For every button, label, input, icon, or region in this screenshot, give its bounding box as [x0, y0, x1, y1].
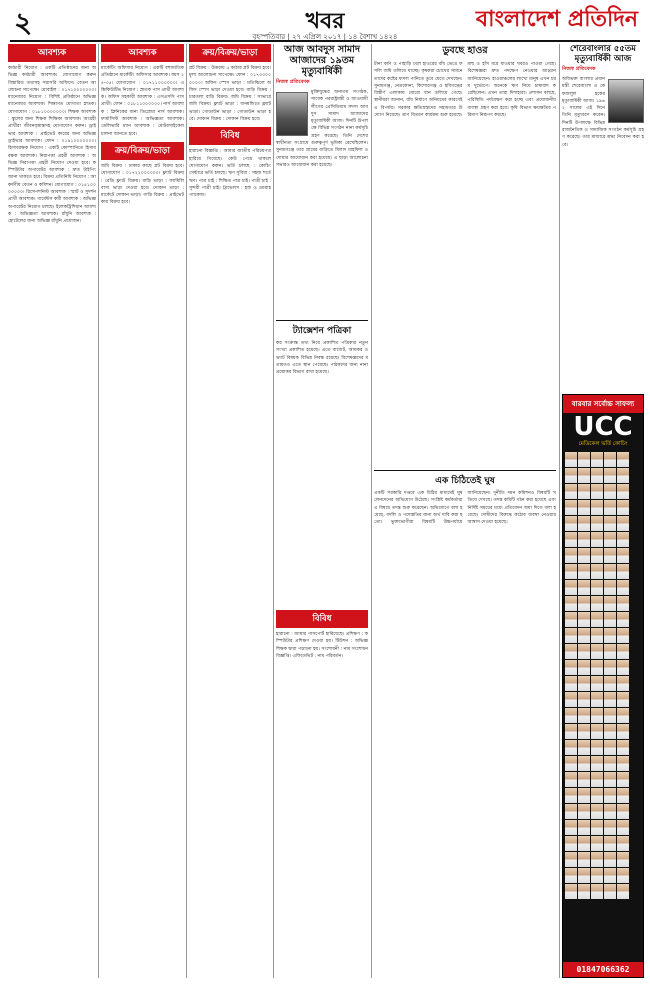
column-divider	[273, 44, 274, 978]
student-photo	[578, 484, 590, 499]
student-photo	[578, 580, 590, 595]
student-photo	[604, 820, 616, 835]
student-photo	[604, 644, 616, 659]
student-photo	[578, 884, 590, 899]
student-photo	[565, 820, 577, 835]
masthead-rule	[10, 40, 640, 42]
student-photo	[591, 804, 603, 819]
student-photo	[565, 500, 577, 515]
student-photo	[604, 548, 616, 563]
student-photo	[604, 564, 616, 579]
story-byline: নিজস্ব প্রতিবেদক	[276, 79, 310, 85]
student-photo	[565, 708, 577, 723]
student-photo	[604, 884, 616, 899]
student-photo	[591, 676, 603, 691]
student-photo	[617, 820, 629, 835]
student-photo	[578, 740, 590, 755]
classified-heading: আবশ্যক	[101, 44, 184, 62]
student-photo	[591, 484, 603, 499]
student-photo	[591, 564, 603, 579]
student-photo	[617, 596, 629, 611]
student-photo	[617, 612, 629, 627]
student-photo	[591, 820, 603, 835]
student-photo	[565, 660, 577, 675]
student-photo	[578, 564, 590, 579]
column-divider	[371, 44, 372, 978]
student-photo	[565, 644, 577, 659]
student-photo	[617, 580, 629, 595]
student-photo	[578, 676, 590, 691]
advert-phone-box	[563, 962, 643, 977]
student-photo-grid	[563, 452, 643, 899]
advert-tagline: বারবার সর্বোচ্চ সাফল্য	[563, 395, 643, 413]
student-photo	[604, 468, 616, 483]
student-photo	[591, 516, 603, 531]
student-photo	[565, 724, 577, 739]
student-photo	[604, 596, 616, 611]
student-photo	[604, 452, 616, 467]
student-photo	[604, 484, 616, 499]
student-photo	[565, 884, 577, 899]
story-sher-e-bangla	[562, 44, 644, 389]
student-photo	[604, 788, 616, 803]
classified-text: কর্মচারী নিয়োগ : একটি প্রতিষ্ঠানের জন্য অভিজ্ঞ কর্মচারী আবশ্যক। যোগাযোগ করুন বিস্তারিত তথ্যসহ সরাসরি অফিসে। বেতন আলোচনা সাপেক্ষে। মোবাইল : ০১৭১০০০০০০০। ম্যানেজার নিয়োগ : বিশিষ্ট প্রতিষ্ঠানে অভিজ্ঞ ম্যানেজার আবশ্যক। শিক্ষাগত যোগ্যতা স্নাতক। যোগাযোগ : ০১৮১০০০০০০০। শিক্ষক আবশ্যক : স্কুলের জন্য শিক্ষক শিক্ষিকা আবশ্যক। আগ্রহী প্রার্থীরা জীবনবৃত্তান্তসহ যোগাযোগ করুন। ড্রাইভার আবশ্যক : প্রাইভেট কারের জন্য অভিজ্ঞ ড্রাইভার আবশ্যক। ফোন : ০১৯১০০০০০০০। হিসাবরক্ষক নিয়োগ : একটি কোম্পানিতে হিসাবরক্ষক আবশ্যক। নিরাপত্তা প্রহরী আবশ্যক : অভিজ্ঞ নিরাপত্তা প্রহরী নিয়োগ দেওয়া হবে। কম্পিউটার অপারেটর আবশ্যক : দ্রুত টাইপিং জানা থাকতে হবে। বিক্রয় প্রতিনিধি নিয়োগ : আকর্ষণীয় বেতন ও কমিশন। যোগাযোগ : ০১৫১০০০০০০০। রিসেপশনিস্ট আবশ্যক : স্মার্ট ও সুদর্শন প্রার্থী আবশ্যক। গার্মেন্টস কর্মী আবশ্যক : অভিজ্ঞ অপারেটর নিয়োগ চলছে। ইলেকট্রিশিয়ান আবশ্যক : অভিজ্ঞতা আবশ্যক। রাঁধুনি আবশ্যক : হোটেলের জন্য অভিজ্ঞ রাঁধুনি প্রয়োজন।	[8, 66, 96, 225]
classified-text: প্লট বিক্রয় : উত্তরায় ৫ কাঠার প্লট বিক্রয় হবে। মূল্য আলোচনা সাপেক্ষে। ফোন : ০১৭৩৩০০০০০০। অফিস স্পেস ভাড়া : মতিঝিলে অফিস স্পেস ভাড়া দেওয়া হবে। বাড়ি বিক্রয় : চারতলা বাড়ি বিক্রয়। জমি বিক্রয় : সাভারে জমি বিক্রয়। ফ্ল্যাট ভাড়া : ধানমন্ডিতে ফ্ল্যাট ভাড়া। গোডাউন ভাড়া : গোডাউন ভাড়া হবে। দোকান বিক্রয় : দোকান বিক্রয় হবে।	[189, 66, 271, 123]
story-byline: নিজস্ব প্রতিবেদক	[562, 66, 596, 72]
student-photo	[578, 516, 590, 531]
student-photo	[617, 484, 629, 499]
student-photo	[578, 852, 590, 867]
student-photo	[565, 628, 577, 643]
page-number: ২	[14, 6, 33, 39]
student-photo	[604, 676, 616, 691]
story-body: মুক্তিযুদ্ধের অন্যতম সংগঠক, সাবেক পররাষ্ট্রমন্ত্রী ও আওয়ামী লীগের প্রেসিডিয়াম সদস্য আবদুস সামাদ আজাদের মৃত্যুবার্ষিকী আজ। দিনটি উপলক্ষে বিভিন্ন সংগঠন নানা কর্মসূচি গ্রহণ করেছে। তিনি দেশের স্বাধীনতা সংগ্রামে গুরুত্বপূর্ণ ভূমিকা রেখেছিলেন। সুনামগঞ্জে তার গ্রামের বাড়িতে মিলাদ মাহফিল ও দোয়ার আয়োজন করা হয়েছে। এ ছাড়া আলোচনা সভারও আয়োজন করা হয়েছে।	[276, 90, 368, 168]
student-photo	[565, 564, 577, 579]
student-photo	[617, 884, 629, 899]
student-photo	[617, 708, 629, 723]
story-bribe	[374, 470, 556, 978]
student-photo	[591, 788, 603, 803]
student-photo	[591, 644, 603, 659]
student-photo	[604, 708, 616, 723]
student-photo	[617, 724, 629, 739]
student-photo	[591, 868, 603, 883]
story-headline[interactable]: আজ আবদুস সামাদ আজাদের ১৯তম মৃত্যুবার্ষিকী	[284, 44, 360, 77]
advert-phone: 01847066362	[576, 965, 630, 974]
student-photo	[591, 756, 603, 771]
student-photo	[578, 708, 590, 723]
student-photo	[565, 740, 577, 755]
student-photo	[578, 724, 590, 739]
story-body: একটি সরকারি দপ্তরে এক চিঠির মাধ্যমেই ঘুষ লেনদেনের অভিযোগ উঠেছে। সংশ্লিষ্ট কর্মকর্তারা এ বিষয়ে তদন্ত শুরু করেছেন। অভিযোগে বলা হয়েছে, বদলি ও পদোন্নতির জন্য অর্থ দাবি করা হতো। ভুক্তভোগীরা বিষয়টি উচ্চপর্যায়ে জানিয়েছেন। দুর্নীতি দমন কমিশনও বিষয়টি খতিয়ে দেখছে। তদন্ত কমিটি গঠন করা হয়েছে এবং নির্দিষ্ট সময়ের মধ্যে প্রতিবেদন জমা দিতে বলা হয়েছে। দোষীদের বিরুদ্ধে কঠোর ব্যবস্থা নেওয়ার আশ্বাস দেওয়া হয়েছে।	[374, 491, 556, 526]
student-photo	[578, 772, 590, 787]
student-photo	[604, 772, 616, 787]
column-divider	[98, 44, 99, 978]
advert-brand: UCC	[573, 412, 633, 442]
student-photo	[591, 612, 603, 627]
story-body: কর সংক্রান্ত তথ্য নিয়ে প্রকাশিত পত্রিকার নতুন সংখ্যা প্রকাশিত হয়েছে। এতে বাজেট, আয়কর ও ভ্যাট বিষয়ক বিভিন্ন নিবন্ধ রয়েছে। বিশেষজ্ঞদের মতামতও এতে স্থান পেয়েছে। পাঠকদের জন্য নানা প্রশ্নোত্তর বিভাগ রাখা হয়েছে।	[276, 341, 368, 376]
student-photo	[565, 548, 577, 563]
student-photo	[565, 852, 577, 867]
classified-text: হারানো : আমার পাসপোর্ট হারিয়েছে। প্রশিক্ষণ : কম্পিউটার প্রশিক্ষণ দেওয়া হয়। টিউশন : অভিজ্ঞ শিক্ষক দ্বারা পড়ানো হয়। সংশোধনী : নাম সংশোধন বিজ্ঞপ্তি। এফিডেভিট : নাম পরিবর্তন।	[276, 632, 368, 659]
student-photo	[591, 548, 603, 563]
student-photo	[565, 532, 577, 547]
student-photo	[591, 628, 603, 643]
student-photo	[578, 788, 590, 803]
student-photo	[591, 836, 603, 851]
student-photo	[604, 612, 616, 627]
classified-column-1	[8, 44, 96, 978]
student-photo	[578, 804, 590, 819]
student-photo	[578, 756, 590, 771]
student-photo	[591, 852, 603, 867]
story-haor	[374, 44, 556, 464]
student-photo	[617, 468, 629, 483]
classified-heading: বিবিধ	[276, 610, 368, 628]
student-photo	[604, 516, 616, 531]
classified-heading: বিবিধ	[189, 127, 271, 145]
student-photo	[617, 452, 629, 467]
student-photo	[617, 660, 629, 675]
student-photo	[617, 692, 629, 707]
student-photo	[617, 756, 629, 771]
student-photo	[591, 596, 603, 611]
student-photo	[617, 516, 629, 531]
coaching-advertisement[interactable]	[562, 394, 644, 978]
student-photo	[604, 660, 616, 675]
student-photo	[565, 756, 577, 771]
student-photo	[565, 676, 577, 691]
student-photo	[578, 868, 590, 883]
story-headline[interactable]: ডুবছে হাওর	[442, 45, 488, 56]
student-photo	[578, 596, 590, 611]
masthead	[0, 0, 650, 40]
student-photo	[591, 580, 603, 595]
student-photo	[565, 484, 577, 499]
student-photo	[591, 692, 603, 707]
student-photo	[604, 740, 616, 755]
student-photo	[578, 836, 590, 851]
student-photo	[591, 532, 603, 547]
column-divider	[186, 44, 187, 978]
student-photo	[604, 756, 616, 771]
student-photo	[617, 804, 629, 819]
student-photo	[617, 740, 629, 755]
student-photo	[604, 692, 616, 707]
student-photo	[565, 772, 577, 787]
story-body: টানা বর্ষণ ও পাহাড়ি ঢলে হাওরের বাঁধ ভেঙে ফসলি জমি তলিয়ে যাচ্ছে। কৃষকরা চোখের সামনে তাদের কষ্টের ফসল পানিতে ডুবে যেতে দেখছেন। সুনামগঞ্জ, নেত্রকোনা, কিশোরগঞ্জ ও হবিগঞ্জের বিস্তীর্ণ এলাকায় বোরো ধান তলিয়ে গেছে। স্থানীয়রা জানান, বাঁধ নির্মাণে অনিয়মের কারণেই এ বিপর্যয়। সরকার ক্ষতিগ্রস্তদের সহায়তার উদ্যোগ নিয়েছে। ত্রাণ বিতরণ কার্যক্রম শুরু হয়েছে। মাছ ও হাঁস মরে যাওয়ার খবরও পাওয়া গেছে। বিশেষজ্ঞরা দ্রুত পদক্ষেপ নেওয়ার আহ্বান জানিয়েছেন। হাওরাঞ্চলের লাখো মানুষ এখন চরম দুর্ভোগে। অনেকে ঋণ নিয়ে চাষাবাদ করেছিলেন। এখন তারা দিশাহারা। প্রশাসন বলছে, পরিস্থিতি পর্যবেক্ষণ করা হচ্ছে এবং প্রয়োজনীয় ব্যবস্থা গ্রহণ করা হবে। কৃষি বিভাগ ক্ষয়ক্ষতির পরিমাণ নিরূপণ করছে।	[374, 62, 556, 119]
student-photo	[617, 532, 629, 547]
student-photo	[578, 468, 590, 483]
student-photo	[604, 804, 616, 819]
section-title: খবর	[305, 8, 345, 34]
student-photo	[591, 772, 603, 787]
classified-column-4	[276, 610, 368, 978]
student-photo	[565, 612, 577, 627]
story-body: অবিভক্ত বাংলার প্রধানমন্ত্রী শেরেবাংলা এ কে ফজলুল হকের মৃত্যুবার্ষিকী আজ। ১৯৬২ সালের এই দিনে তিনি মৃত্যুবরণ করেন। দিনটি উপলক্ষে বিভিন্ন রাজনৈতিক ও সামাজিক সংগঠন কর্মসূচি গ্রহণ করেছে। তার মাজারে শ্রদ্ধা নিবেদন করা হবে।	[562, 77, 644, 148]
dateline: বৃহস্পতিবার | ২৭ এপ্রিল ২০১৭ | ১৪ বৈশাখ ১৪২৪	[252, 33, 398, 41]
newspaper-logo[interactable]: বাংলাদেশ প্রতিদিন	[475, 6, 638, 32]
student-photo	[578, 532, 590, 547]
advert-subtitle: মেডিকেল ভর্তি কোচিং	[578, 441, 628, 447]
student-photo	[617, 788, 629, 803]
student-photo	[617, 500, 629, 515]
student-photo	[604, 580, 616, 595]
student-photo	[591, 452, 603, 467]
student-photo	[617, 852, 629, 867]
student-photo	[617, 628, 629, 643]
classified-heading: আবশ্যক	[8, 44, 96, 62]
student-photo	[565, 452, 577, 467]
portrait-photo	[608, 79, 644, 123]
student-photo	[604, 836, 616, 851]
student-photo	[565, 788, 577, 803]
student-photo	[617, 868, 629, 883]
story-headline[interactable]: এক চিঠিতেই ঘুষ	[374, 470, 556, 488]
student-photo	[591, 660, 603, 675]
student-photo	[578, 628, 590, 643]
student-photo	[578, 612, 590, 627]
student-photo	[565, 516, 577, 531]
student-photo	[565, 836, 577, 851]
student-photo	[617, 836, 629, 851]
student-photo	[565, 580, 577, 595]
student-photo	[565, 596, 577, 611]
student-photo	[578, 820, 590, 835]
portrait-photo	[276, 92, 308, 136]
student-photo	[604, 868, 616, 883]
student-photo	[617, 772, 629, 787]
student-photo	[617, 548, 629, 563]
story-headline[interactable]: শেরেবাংলার ৫৫তম মৃত্যুবার্ষিকী আজ	[570, 44, 636, 64]
student-photo	[578, 660, 590, 675]
classified-heading: ক্রয়/বিক্রয়/ভাড়া	[101, 142, 184, 160]
student-photo	[591, 724, 603, 739]
student-photo	[565, 868, 577, 883]
student-photo	[604, 724, 616, 739]
classified-text: জমি বিক্রয় : ঢাকার কাছে প্লট বিক্রয় হবে। যোগাযোগ : ০১৭২২০০০০০০। ফ্ল্যাট বিক্রয় : রেডি ফ্ল্যাট বিক্রয়। বাড়ি ভাড়া : ফ্যামিলি বাসা ভাড়া দেওয়া হবে। দোকান ভাড়া : মার্কেটে দোকান ভাড়া। গাড়ি বিক্রয় : প্রাইভেট কার বিক্রয় হবে।	[101, 163, 184, 206]
student-photo	[565, 692, 577, 707]
student-photo	[604, 532, 616, 547]
student-photo	[578, 452, 590, 467]
student-photo	[604, 628, 616, 643]
student-photo	[604, 852, 616, 867]
classified-column-2	[101, 44, 184, 978]
student-photo	[617, 644, 629, 659]
student-photo	[604, 500, 616, 515]
student-photo	[591, 884, 603, 899]
student-photo	[578, 644, 590, 659]
student-photo	[617, 676, 629, 691]
student-photo	[565, 804, 577, 819]
story-headline[interactable]: ট্যাক্সেশন পত্রিকা	[276, 320, 368, 338]
student-photo	[591, 740, 603, 755]
student-photo	[617, 564, 629, 579]
classified-text: মার্কেটিং অফিসার নিয়োগ : একটি বহুজাতিক প্রতিষ্ঠানে মার্কেটিং অফিসার আবশ্যক। বয়স ২৫-৩৫। যোগাযোগ : ০১৭১১০০০০০০। এক্সিকিউটিভ নিয়োগ : স্নাতক পাস প্রার্থী আবশ্যক। অফিস সহকারী আবশ্যক : এসএসসি পাস প্রার্থী। ফোন : ০১৮১১০০০০০০। নার্স আবশ্যক : ক্লিনিকের জন্য ডিপ্লোমা নার্স আবশ্যক। ফার্মাসিস্ট আবশ্যক : অভিজ্ঞতা আবশ্যক। ডেলিভারি ম্যান আবশ্যক : মোটরসাইকেল চালনা জানতে হবে।	[101, 66, 184, 137]
column-divider	[559, 44, 560, 978]
student-photo	[565, 468, 577, 483]
student-photo	[578, 692, 590, 707]
student-photo	[578, 500, 590, 515]
story-samad-azad	[276, 44, 368, 316]
story-taxation	[276, 320, 368, 606]
student-photo	[591, 708, 603, 723]
student-photo	[591, 468, 603, 483]
student-photo	[578, 548, 590, 563]
classified-column-3	[189, 44, 271, 978]
student-photo	[591, 500, 603, 515]
classified-text: হারানো বিজ্ঞপ্তি : আমার জাতীয় পরিচয়পত্র হারিয়ে গিয়েছে। কেউ পেয়ে থাকলে যোগাযোগ করুন। ভর্তি চলছে : কোচিং সেন্টারে ভর্তি চলছে। ঋণ সুবিধা : সহজ শর্তে ঋণ। পাত্র চাই : শিক্ষিত পাত্র চাই। পাত্রী চাই : সুন্দরী পাত্রী চাই। ট্রাভেলস : হজ ও ওমরাহ প্যাকেজ।	[189, 149, 271, 199]
classified-heading: ক্রয়/বিক্রয়/ভাড়া	[189, 44, 271, 62]
